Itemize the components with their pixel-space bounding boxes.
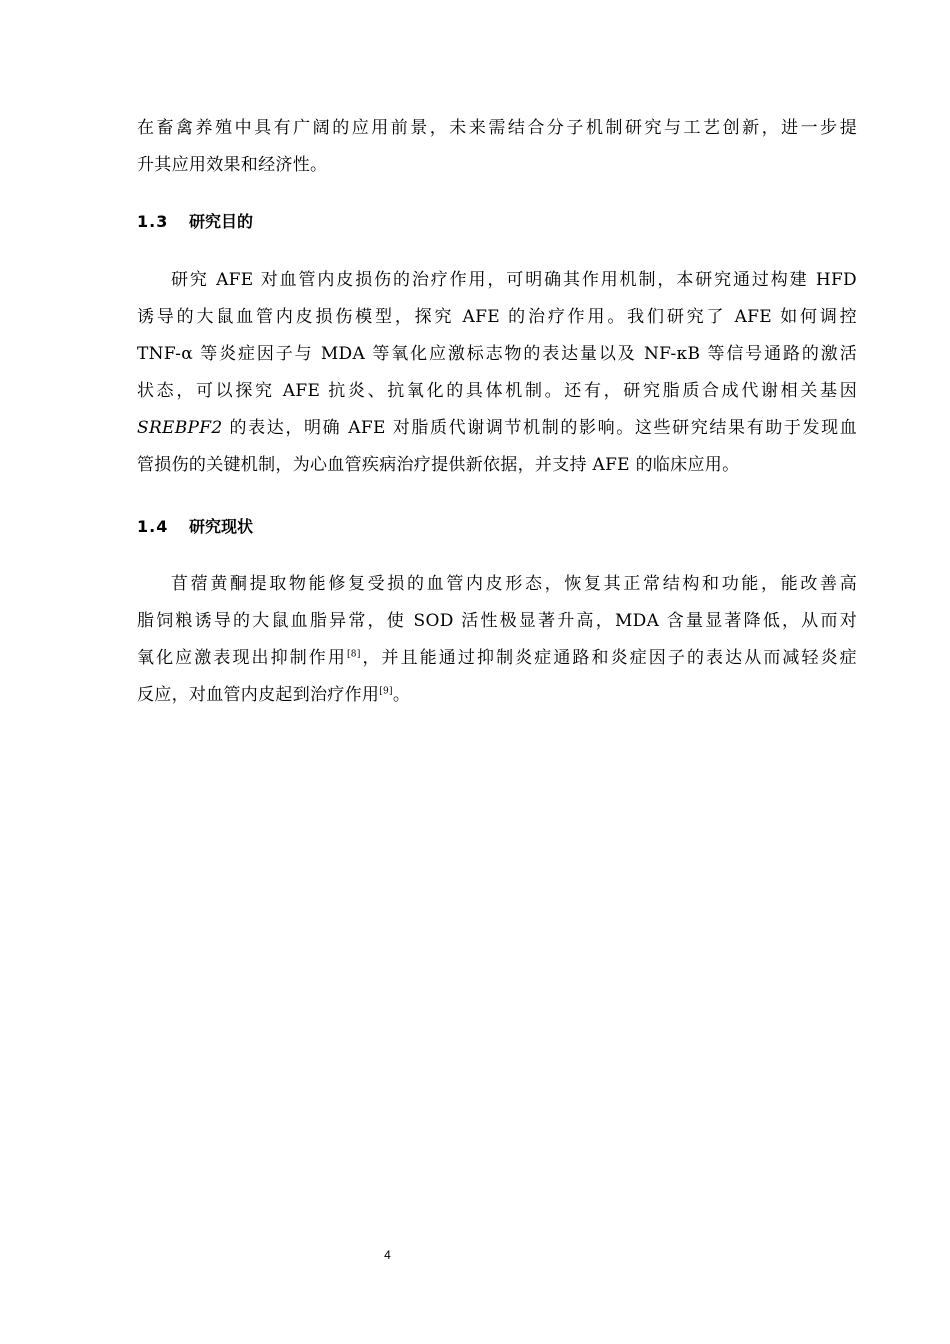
section-title: 研究现状 bbox=[189, 517, 254, 536]
body-text-fragment: ，并且能通过抑制炎症通路和炎症因子的表达从而减轻炎症 bbox=[360, 648, 857, 668]
body-text-line: 管损伤的关键机制，为心血管疾病治疗提供新依据，并支持 AFE 的临床应用。 bbox=[137, 455, 740, 475]
section-heading-1-3 bbox=[137, 211, 253, 233]
citation-ref: [9] bbox=[379, 686, 393, 697]
body-text-line bbox=[137, 683, 857, 707]
citation-ref: [8] bbox=[347, 649, 361, 660]
body-text-fragment: 反应，对血管内皮起到治疗作用 bbox=[137, 685, 380, 705]
section-number: 1.4 bbox=[137, 517, 169, 536]
body-text-line: 升其应用效果和经济性。 bbox=[137, 155, 328, 175]
body-text-line bbox=[137, 646, 857, 670]
section-number: 1.3 bbox=[137, 212, 169, 231]
body-text-line: TNF-α 等炎症因子与 MDA 等氧化应激标志物的表达量以及 NF-κB 等信号通路的激活 bbox=[137, 344, 857, 364]
gene-name: SREBPF2 bbox=[137, 418, 223, 438]
body-text-line: 脂饲粮诱导的大鼠血脂异常，使 SOD 活性极显著升高，MDA 含量显著降低，从而对 bbox=[137, 611, 857, 631]
page-number: 4 bbox=[384, 1248, 391, 1262]
body-text-fragment: 。 bbox=[392, 685, 411, 705]
body-text-line: 在畜禽养殖中具有广阔的应用前景，未来需结合分子机制研究与工艺创新，进一步提 bbox=[137, 118, 857, 138]
body-text-line: 状态，可以探究 AFE 抗炎、抗氧化的具体机制。还有，研究脂质合成代谢相关基因 bbox=[137, 381, 857, 401]
body-text-line: 苜蓿黄酮提取物能修复受损的血管内皮形态，恢复其正常结构和功能，能改善高 bbox=[171, 574, 857, 594]
body-text-line: 研究 AFE 对血管内皮损伤的治疗作用，可明确其作用机制，本研究通过构建 HFD bbox=[171, 270, 857, 290]
body-text-line: 诱导的大鼠血管内皮损伤模型，探究 AFE 的治疗作用。我们研究了 AFE 如何调控 bbox=[137, 307, 857, 327]
body-text-line bbox=[137, 416, 857, 440]
body-text-fragment: 的表达，明确 AFE 对脂质代谢调节机制的影响。这些研究结果有助于发现血 bbox=[222, 418, 857, 438]
body-text-fragment: 氧化应激表现出抑制作用 bbox=[137, 648, 347, 668]
section-title: 研究目的 bbox=[189, 212, 254, 231]
section-heading-1-4 bbox=[137, 516, 253, 538]
